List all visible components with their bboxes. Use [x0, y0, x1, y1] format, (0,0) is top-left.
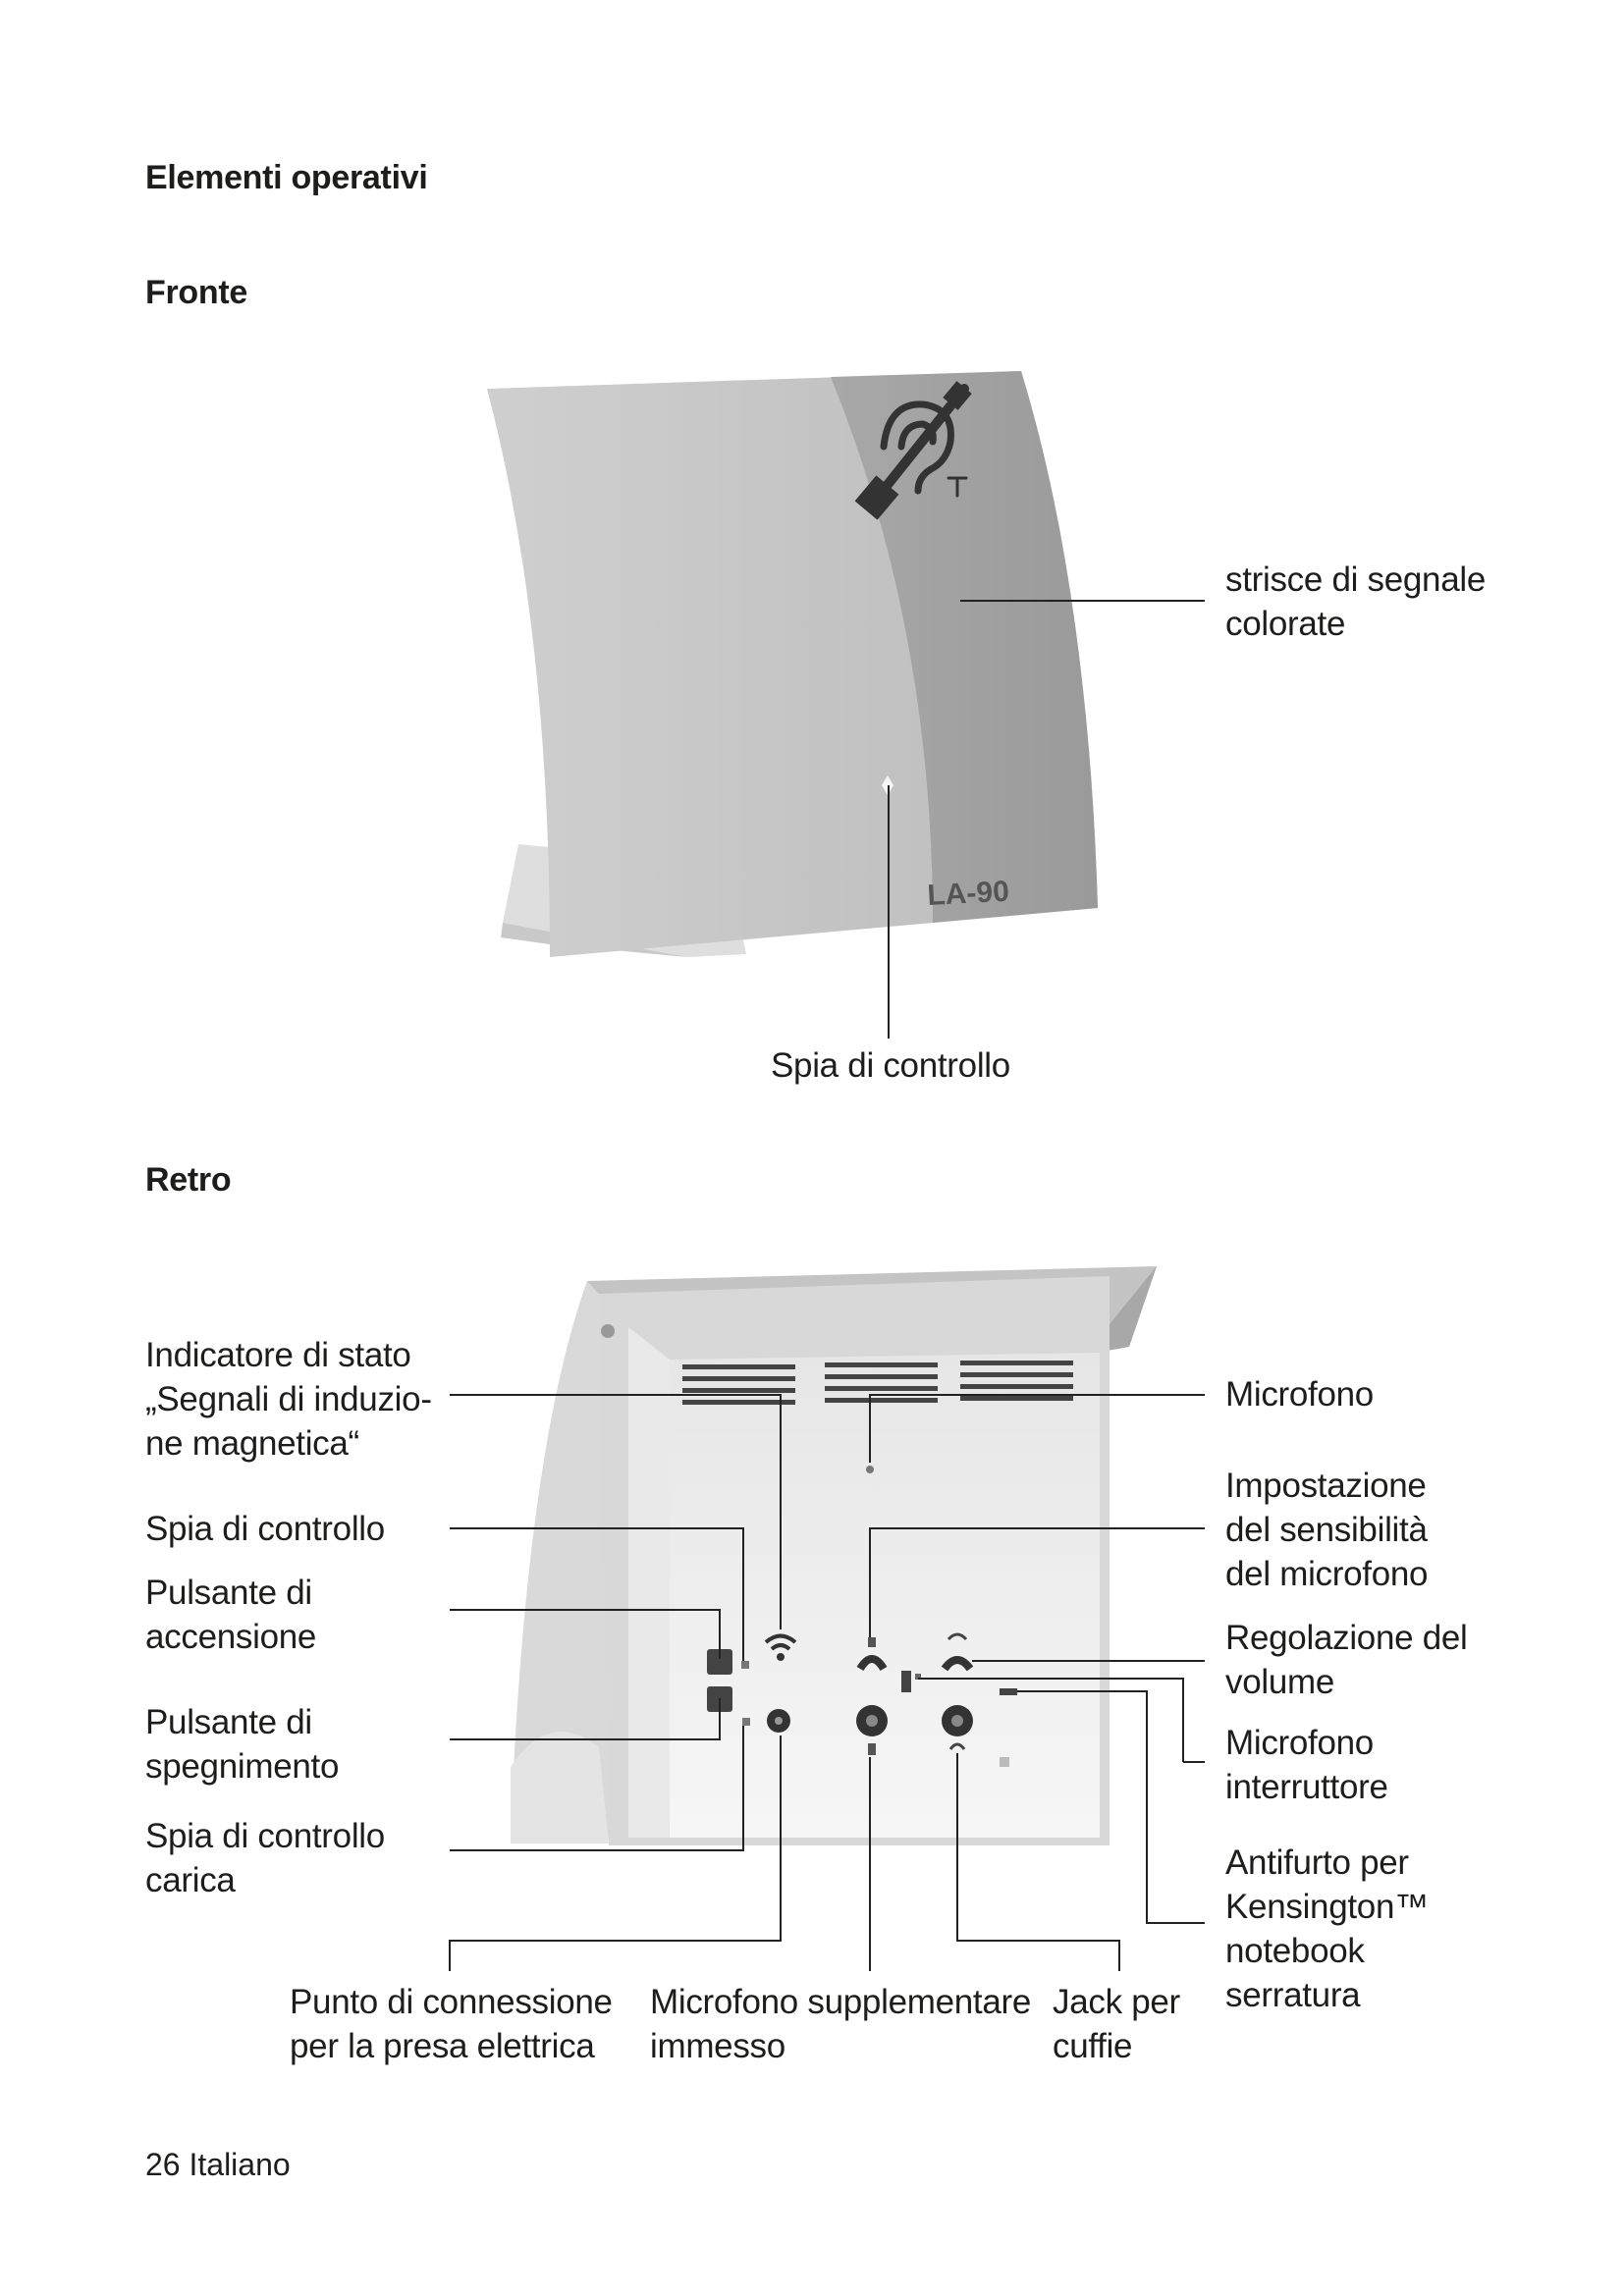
front-heading: Fronte: [145, 274, 247, 311]
callout-power-on: Pulsante di accensione: [145, 1574, 317, 1656]
callout-microphone: Microfono: [1225, 1375, 1374, 1414]
back-heading: Retro: [145, 1161, 232, 1199]
microphone-hole: [866, 1466, 874, 1473]
page-footer: 26 Italiano: [145, 2147, 291, 2182]
callout-signal-stripes: strisce di segnale colorate: [1225, 561, 1487, 643]
callout-volume: Regolazione del volume: [1225, 1619, 1468, 1701]
mic-switch-shape: [901, 1671, 911, 1692]
callout-mic-switch: Microfono interruttore: [1225, 1724, 1388, 1806]
callout-front-control-light: Spia di controllo: [771, 1046, 1010, 1085]
callout-power-off: Pulsante di spegnimento: [145, 1703, 340, 1786]
callout-kensington: Antifurto per Kensington™ notebook serratura: [1225, 1843, 1429, 2014]
page-title: Elementi operativi: [145, 159, 428, 196]
callout-ext-mic: Microfono supplementare immesso: [650, 1983, 1032, 2065]
front-device: [487, 371, 1098, 957]
callout-control-light: Spia di controllo: [145, 1510, 385, 1548]
back-device: [511, 1266, 1157, 1845]
callout-induction-indicator: Indicatore di stato „Segnali di induzio- ne magnetica“: [145, 1336, 432, 1463]
callout-charge-light: Spia di controllo carica: [145, 1817, 385, 1899]
callout-power-socket: Punto di connessione per la presa elettrica: [290, 1983, 613, 2065]
callout-headphones: Jack per cuffie: [1053, 1983, 1180, 2065]
kensington-slot-shape: [1000, 1688, 1017, 1695]
callout-mic-sensitivity: Impostazione del sensibilità del microfono: [1225, 1467, 1429, 1593]
model-text: LA-90: [926, 875, 1010, 912]
